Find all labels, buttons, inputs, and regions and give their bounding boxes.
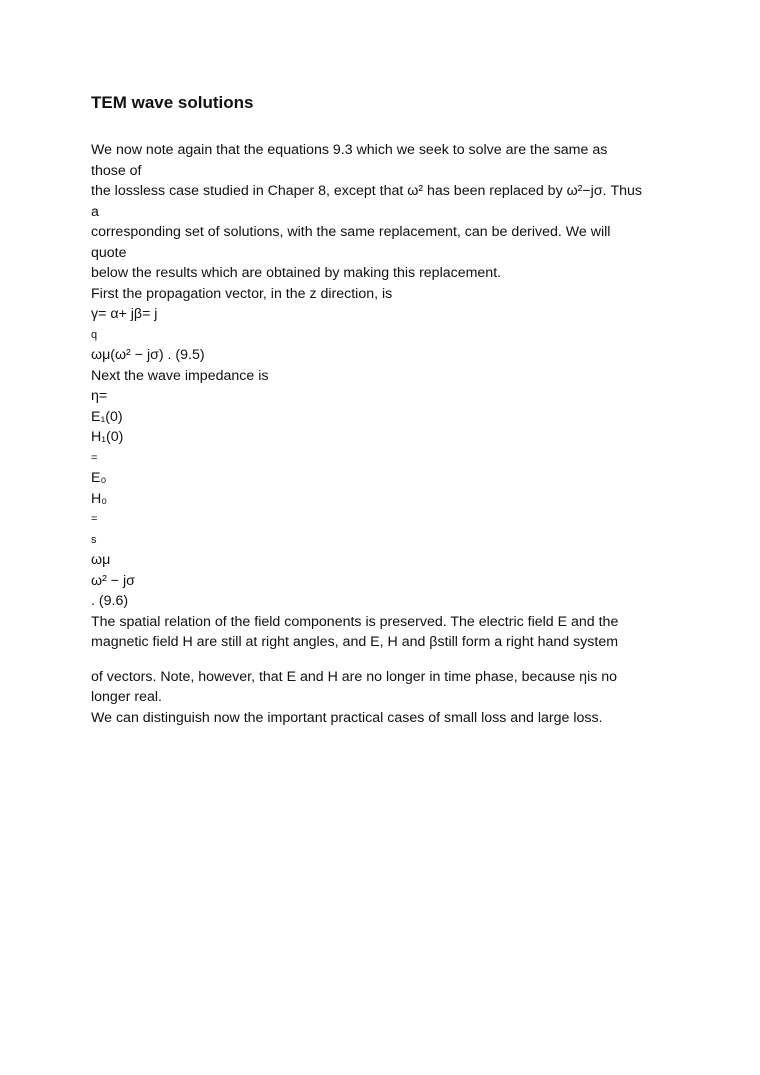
text-line: longer real. (91, 689, 162, 705)
text-line: Next the wave impedance is (91, 367, 269, 384)
text-line: of vectors. Note, however, that E and H are no longer in time phase, because ηis no (91, 668, 618, 685)
equation-line: q (91, 328, 98, 341)
equation-line: = (91, 513, 98, 525)
text-line: corresponding set of solutions, with the same replacement, can be derived. We will (91, 224, 611, 240)
text-line: those of (91, 162, 142, 179)
equation-line: ωμ(ω² − jσ) . (9.5) (91, 347, 205, 363)
equation-line: . (9.6) (91, 593, 129, 609)
text-line: a (91, 203, 99, 220)
text-line: magnetic field H are still at right angles, and E, H and βstill form a right hand system (91, 634, 619, 650)
text-line: quote (91, 244, 127, 261)
text-line: We now note again that the equations 9.3 which we seek to solve are the same as (91, 142, 608, 158)
equation-line: γ= α+ jβ= j (91, 306, 158, 322)
equation-line: η= (91, 388, 108, 404)
equation-line: ωμ (91, 552, 111, 568)
text-line: the lossless case studied in Chaper 8, except that ω² has been replaced by ω²−jσ. Thus (91, 183, 643, 199)
text-line: below the results which are obtained by making this replacement. (91, 265, 502, 281)
text-line: We can distinguish now the important practical cases of small loss and large loss. (91, 709, 603, 726)
paragraph-gap (91, 653, 681, 667)
equation-line: E₀ (91, 470, 107, 486)
text-line: First the propagation vector, in the z direction, is (91, 285, 393, 302)
document-body (91, 140, 681, 728)
text-line: The spatial relation of the field components is preserved. The electric field E and the (91, 613, 619, 630)
equation-line: E₁(0) (91, 408, 123, 425)
equation-line: s (91, 533, 97, 546)
equation-line: ω² − jσ (91, 572, 135, 589)
equation-line: = (91, 451, 98, 464)
page-title: TEM wave solutions (91, 93, 254, 112)
equation-line: H₁(0) (91, 429, 124, 445)
equation-line: H₀ (91, 490, 108, 507)
